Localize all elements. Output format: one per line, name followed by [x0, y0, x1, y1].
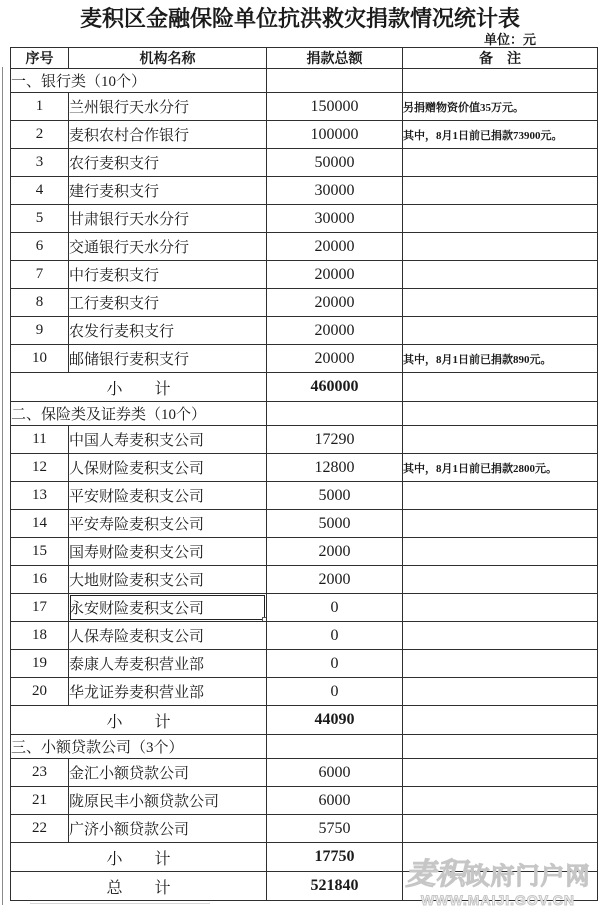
table-row: [11, 205, 598, 233]
institution-name: 大地财险麦积支公司: [69, 566, 267, 594]
table-row: [11, 538, 598, 566]
table-row: [11, 261, 598, 289]
remark: [403, 426, 598, 454]
table-row: [11, 426, 598, 454]
donation-amount: 30000: [267, 205, 403, 233]
col-header-amount: 捐款总额: [267, 48, 403, 69]
section-heading: 三、小额贷款公司（3个）: [11, 735, 267, 759]
row-number: 22: [11, 815, 69, 843]
subtotal-label: 小 计: [11, 373, 267, 402]
remark: [403, 177, 598, 205]
donation-amount: 5000: [267, 510, 403, 538]
total-amount: 521840: [267, 872, 403, 901]
donation-amount: 6000: [267, 787, 403, 815]
empty-remark-cell: [403, 69, 598, 93]
empty-amount-cell: [267, 69, 403, 93]
row-number: 14: [11, 510, 69, 538]
row-number: 7: [11, 261, 69, 289]
table-row: [11, 815, 598, 843]
row-number: 11: [11, 426, 69, 454]
empty-remark-cell: [403, 706, 598, 735]
table-row: [11, 650, 598, 678]
donation-amount: 150000: [267, 93, 403, 121]
row-number: 9: [11, 317, 69, 345]
row-number: 21: [11, 787, 69, 815]
remark: [403, 317, 598, 345]
institution-name: 邮储银行麦积支行: [69, 345, 267, 373]
header-row: [11, 48, 598, 69]
section-heading: 一、银行类（10个）: [11, 69, 267, 93]
remark: [403, 815, 598, 843]
table-row: [11, 149, 598, 177]
donation-table: [10, 47, 598, 901]
section-heading: 二、保险类及证券类（10个）: [11, 402, 267, 426]
institution-name: 平安财险麦积支公司: [69, 482, 267, 510]
col-header-no: 序号: [11, 48, 69, 69]
donation-amount: 12800: [267, 454, 403, 482]
institution-name: 广济小额贷款公司: [69, 815, 267, 843]
section-heading-row: [11, 735, 598, 759]
table-row: [11, 759, 598, 787]
institution-name: 平安寿险麦积支公司: [69, 510, 267, 538]
remark: 其中，8月1日前已捐款890元。: [403, 345, 598, 373]
remark: [403, 205, 598, 233]
row-number: 5: [11, 205, 69, 233]
subtotal-row: [11, 373, 598, 402]
institution-name: 华龙证券麦积营业部: [69, 678, 267, 706]
watermark-logo-text: 政府门户网: [465, 864, 591, 890]
row-number: 18: [11, 622, 69, 650]
donation-amount: 20000: [267, 233, 403, 261]
table-row: [11, 289, 598, 317]
institution-name: 人保寿险麦积支公司: [69, 622, 267, 650]
table-row: [11, 233, 598, 261]
institution-name: 兰州银行天水分行: [69, 93, 267, 121]
bottom-border-artifact: [30, 903, 210, 904]
subtotal-amount: 17750: [267, 843, 403, 872]
subtotal-row: [11, 843, 598, 872]
total-row: [11, 872, 598, 901]
table-row: [11, 93, 598, 121]
donation-amount: 20000: [267, 261, 403, 289]
institution-name: 人保财险麦积支公司: [69, 454, 267, 482]
table-row: [11, 454, 598, 482]
empty-remark-cell: [403, 843, 598, 872]
institution-name: 甘肃银行天水分行: [69, 205, 267, 233]
table-row: [11, 482, 598, 510]
row-number: 19: [11, 650, 69, 678]
row-number: 4: [11, 177, 69, 205]
row-number: 12: [11, 454, 69, 482]
remark: [403, 261, 598, 289]
table-row: [11, 317, 598, 345]
section-heading-row: [11, 69, 598, 93]
row-number: 15: [11, 538, 69, 566]
donation-amount: 0: [267, 650, 403, 678]
empty-amount-cell: [267, 735, 403, 759]
donation-amount: 20000: [267, 345, 403, 373]
donation-amount: 5000: [267, 482, 403, 510]
institution-name: 工行麦积支行: [69, 289, 267, 317]
row-number: 20: [11, 678, 69, 706]
row-number: 6: [11, 233, 69, 261]
remark: [403, 650, 598, 678]
donation-amount: 30000: [267, 177, 403, 205]
donation-amount: 0: [267, 622, 403, 650]
remark: 另捐赠物资价值35万元。: [403, 93, 598, 121]
donation-amount: 20000: [267, 289, 403, 317]
row-number: 2: [11, 121, 69, 149]
donation-amount: 50000: [267, 149, 403, 177]
remark: [403, 233, 598, 261]
institution-name: 农发行麦积支行: [69, 317, 267, 345]
remark: [403, 482, 598, 510]
donation-amount: 2000: [267, 538, 403, 566]
institution-name: 建行麦积支行: [69, 177, 267, 205]
remark: [403, 787, 598, 815]
remark: [403, 594, 598, 622]
institution-name: 金汇小额贷款公司: [69, 759, 267, 787]
empty-remark-cell: [403, 872, 598, 901]
table-row: [11, 510, 598, 538]
remark: 其中，8月1日前已捐款73900元。: [403, 121, 598, 149]
row-number: 16: [11, 566, 69, 594]
table-row: [11, 345, 598, 373]
donation-amount: 20000: [267, 317, 403, 345]
donation-amount: 0: [267, 594, 403, 622]
institution-name: 麦积农村合作银行: [69, 121, 267, 149]
donation-amount: 6000: [267, 759, 403, 787]
remark: [403, 510, 598, 538]
row-number: 1: [11, 93, 69, 121]
remark: [403, 538, 598, 566]
remark: [403, 289, 598, 317]
remark: [403, 566, 598, 594]
remark: [403, 622, 598, 650]
watermark-url: WWW.MAIJI.GOV.CN: [421, 892, 575, 908]
table-row: [11, 622, 598, 650]
donation-amount: 5750: [267, 815, 403, 843]
table-row: [11, 566, 598, 594]
empty-amount-cell: [267, 402, 403, 426]
remark: 其中，8月1日前已捐款2800元。: [403, 454, 598, 482]
table-row: [11, 177, 598, 205]
table-row: [11, 678, 598, 706]
row-number: 13: [11, 482, 69, 510]
row-number: 10: [11, 345, 69, 373]
subtotal-label: 小 计: [11, 706, 267, 735]
table-row: [11, 787, 598, 815]
row-number: 17: [11, 594, 69, 622]
table-row: [11, 594, 598, 622]
subtotal-amount: 460000: [267, 373, 403, 402]
subtotal-label: 小 计: [11, 843, 267, 872]
col-header-remark: 备 注: [403, 48, 598, 69]
donation-table-body: [11, 69, 598, 901]
subtotal-amount: 44090: [267, 706, 403, 735]
subtotal-row: [11, 706, 598, 735]
table-row: [11, 121, 598, 149]
total-label: 总 计: [11, 872, 267, 901]
institution-name-selected: 永安财险麦积支公司: [69, 594, 267, 622]
institution-name: 农行麦积支行: [69, 149, 267, 177]
institution-name: 泰康人寿麦积营业部: [69, 650, 267, 678]
institution-name: 中行麦积支行: [69, 261, 267, 289]
row-number: 3: [11, 149, 69, 177]
donation-amount: 17290: [267, 426, 403, 454]
row-number: 23: [11, 759, 69, 787]
empty-remark-cell: [403, 735, 598, 759]
remark: [403, 759, 598, 787]
donation-amount: 100000: [267, 121, 403, 149]
row-number: 8: [11, 289, 69, 317]
unit-label: 单位：元: [483, 32, 536, 47]
page-title: 麦积区金融保险单位抗洪救灾捐款情况统计表: [79, 6, 520, 31]
institution-name: 交通银行天水分行: [69, 233, 267, 261]
empty-remark-cell: [403, 402, 598, 426]
institution-name: 中国人寿麦积支公司: [69, 426, 267, 454]
watermark-logo-script: 麦积: [405, 858, 466, 891]
remark: [403, 149, 598, 177]
donation-amount: 2000: [267, 566, 403, 594]
section-heading-row: [11, 402, 598, 426]
donation-amount: 0: [267, 678, 403, 706]
institution-name: 国寿财险麦积支公司: [69, 538, 267, 566]
institution-name: 陇原民丰小额贷款公司: [69, 787, 267, 815]
col-header-name: 机构名称: [69, 48, 267, 69]
empty-remark-cell: [403, 373, 598, 402]
remark: [403, 678, 598, 706]
left-border-artifact: [2, 67, 3, 905]
